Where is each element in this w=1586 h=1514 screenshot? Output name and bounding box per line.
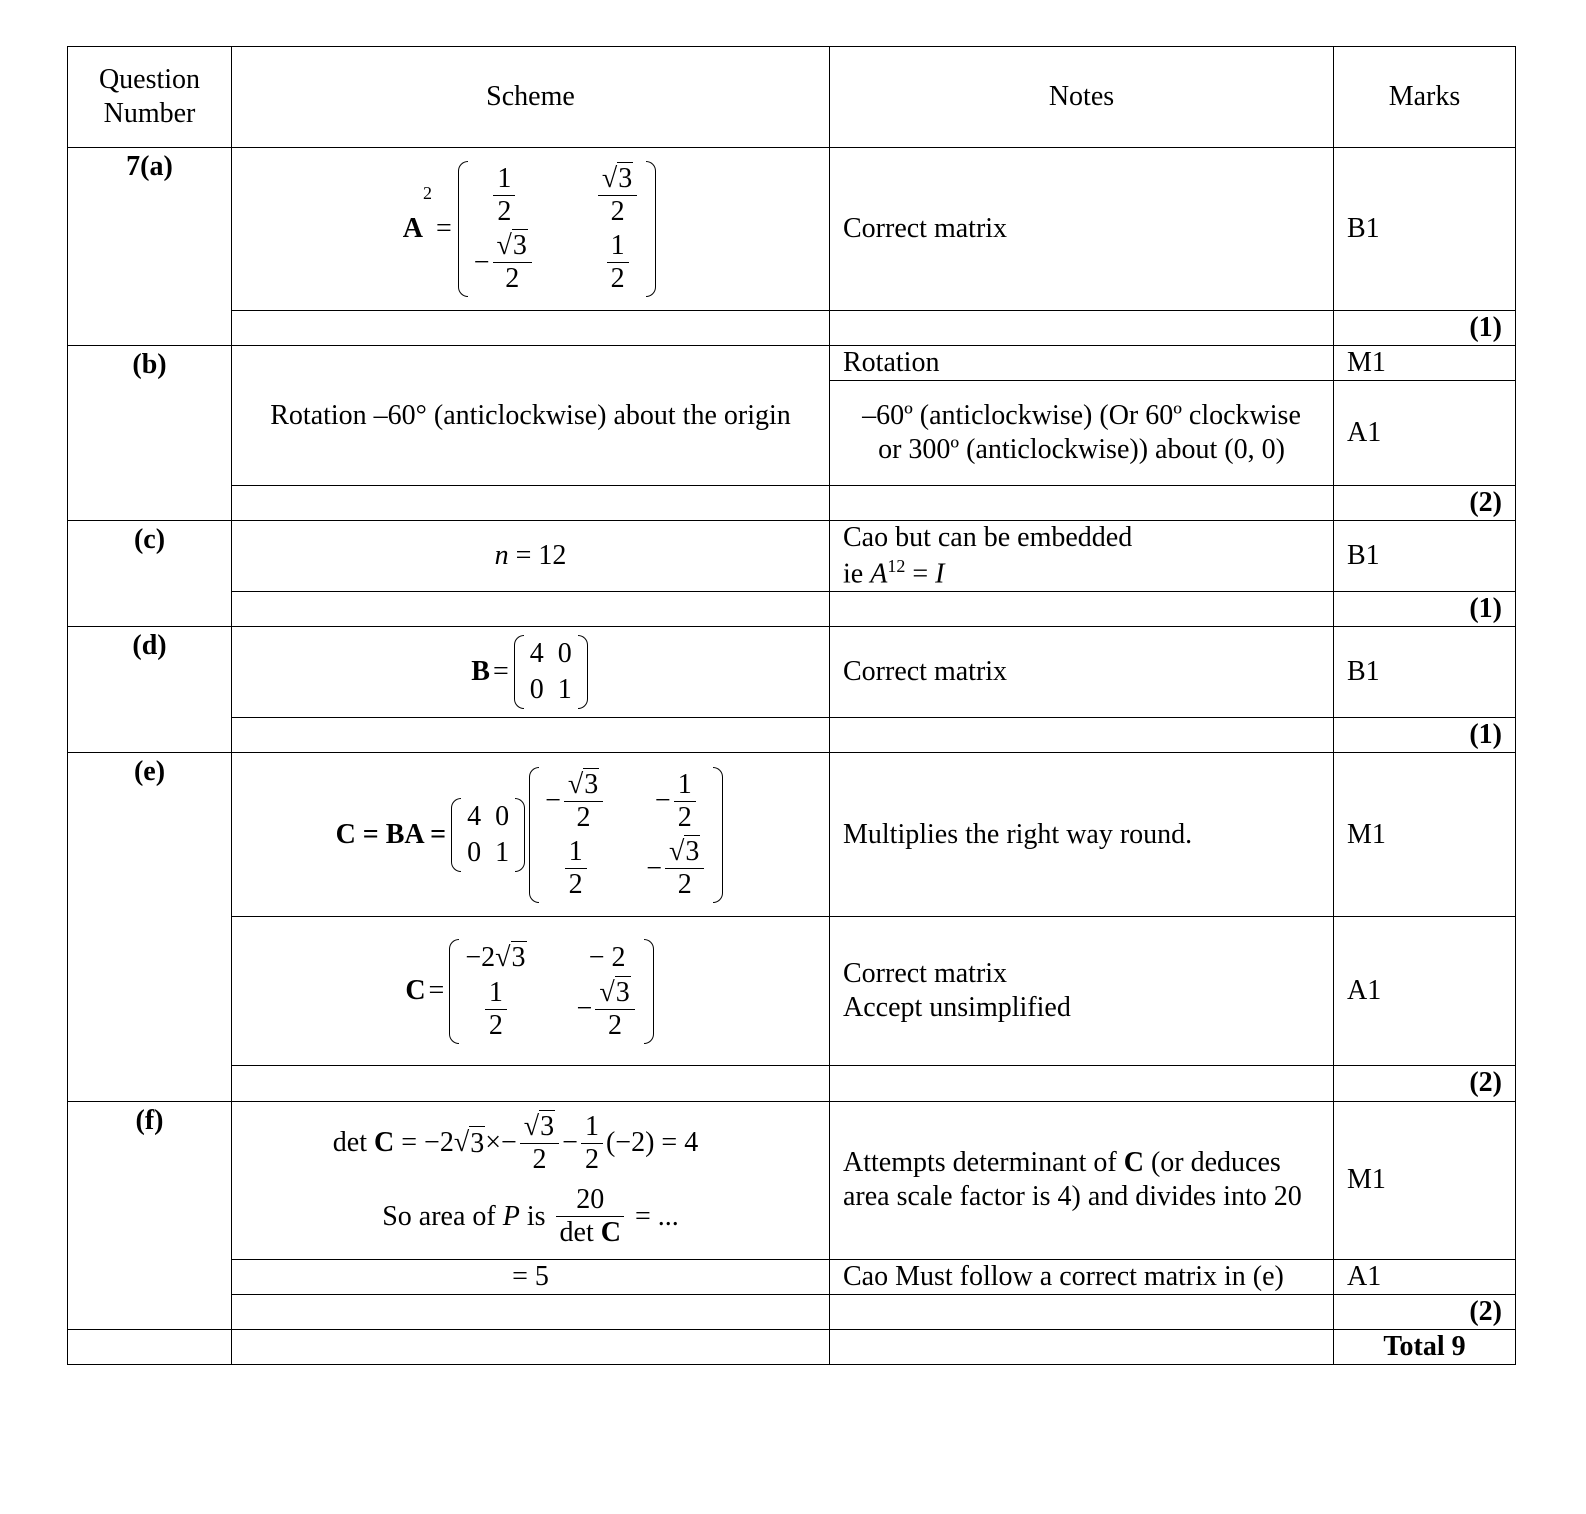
row-f-1 [68,1101,1516,1259]
matrix-A-symbol: A [402,212,423,244]
cell-r1c1: − $\frac{√3}{2}$ [545,769,606,834]
subtotal-f: (2) [1334,1294,1516,1329]
scheme-e-2 [232,917,830,1066]
question-label-a: 7(a) [68,148,232,346]
lhs-C-BA: C = BA = [335,818,447,850]
matrix-B-factor: 4 0 0 1 [451,798,525,872]
scheme-f-2: = 5 [232,1259,830,1294]
cell-r1c2: 0 [557,638,572,670]
subtotal-a: (1) [1334,311,1516,346]
subtotal-row-f [68,1294,1516,1329]
subtotal-row-a [68,311,1516,346]
equation-e-1 [336,767,726,904]
subtotal-d: (1) [1334,718,1516,753]
mark-f-1: M1 [1334,1101,1516,1259]
det-equation: det C = −2 √ 3 ×− $\frac{√3}{2}$ − $\frac{1}{2}$ (−2) = 4 [332,1110,699,1175]
cell-r2c2: $\frac{1}{2}$ [607,230,629,295]
note-c [830,521,1334,592]
note-f-1-line2: area scale factor is 4) and divides into 20 [843,1181,1302,1213]
note-f-1 [830,1101,1334,1259]
equals-sign: = [492,656,509,688]
scheme-e-1 [232,753,830,917]
row-c [68,521,1516,592]
matrix-A-squared [458,161,657,298]
row-e-1 [68,753,1516,917]
cell-r1c2: − 2 [588,941,626,973]
mark-d: B1 [1334,627,1516,718]
total-row [68,1329,1516,1364]
note-e-2-line1: Correct matrix [843,958,1008,990]
row-e-2 [68,917,1516,1066]
note-f-2: Cao Must follow a correct matrix in (e) [830,1259,1334,1294]
total-marks: Total 9 [1334,1329,1516,1364]
cell-r2c1: 0 [529,674,544,706]
subtotal-row-e [68,1066,1516,1101]
scheme-c-value: = 12 [508,540,567,572]
scheme-a [232,148,830,311]
question-label-e: (e) [68,753,232,1101]
cell-r1c1: −2√3 [465,941,526,973]
matrix-C [449,939,653,1045]
matrix-B-symbol: B [471,656,490,688]
matrix-C-symbol: C [405,975,426,1007]
mark-e-2: A1 [1334,917,1516,1066]
mark-scheme-table [67,46,1516,1365]
matrix-B [514,635,588,709]
row-b-1 [68,346,1516,381]
subtotal-row-c [68,592,1516,627]
note-b-2-line2: or 300º (anticlockwise)) about (0, 0) [878,434,1285,466]
header-row [68,47,1516,148]
question-label-f: (f) [68,1101,232,1329]
note-b-1: Rotation [830,346,1334,381]
mark-b-2: A1 [1334,381,1516,486]
note-f-1-line1: Attempts determinant of C (or deduces [843,1146,1281,1178]
equation-e-2 [405,939,655,1045]
var-n: n [494,540,509,572]
question-label-b: (b) [68,346,232,521]
note-b-2 [830,381,1334,486]
mark-e-1: M1 [1334,753,1516,917]
subtotal-b: (2) [1334,486,1516,521]
note-e-2 [830,917,1334,1066]
cell-r1c2: − $\frac{1}{2}$ [655,769,699,834]
cell-r2c2: − $\frac{√3}{2}$ [646,836,707,901]
area-equation: So area of P is $\frac{20}{\text{det C}}$ = ... [382,1184,679,1249]
question-label-d: (d) [68,627,232,753]
equation-d [471,635,589,709]
power-2: 2 [422,182,432,203]
header-question-number: Question Number [68,47,232,148]
cell-r2c2: 1 [557,674,572,706]
header-marks: Marks [1334,47,1516,148]
question-label-c: (c) [68,521,232,627]
note-c-line1: Cao but can be embedded [843,522,1133,554]
cell-r1c1: $\frac{1}{2}$ [493,163,515,228]
cell-r2c1: $\frac{1}{2}$ [565,836,587,901]
note-e-1: Multiplies the right way round. [830,753,1334,917]
header-scheme: Scheme [232,47,830,148]
subtotal-e: (2) [1334,1066,1516,1101]
note-b-2-line1: –60º (anticlockwise) (Or 60º clockwise [862,400,1301,432]
header-notes: Notes [830,47,1334,148]
subtotal-c: (1) [1334,592,1516,627]
equals-sign: = [435,212,452,244]
row-a [68,148,1516,311]
mark-b-1: M1 [1334,346,1516,381]
cell-r1c2: $\frac{√3}{2}$ [598,163,637,228]
equation-a [403,161,659,298]
subtotal-row-b [68,486,1516,521]
scheme-b: Rotation –60° (anticlockwise) about the origin [232,346,830,486]
cell-r2c2: − $\frac{√3}{2}$ [577,977,638,1042]
mark-c: B1 [1334,521,1516,592]
scheme-d [232,627,830,718]
note-a: Correct matrix [830,148,1334,311]
scheme-f-1 [232,1101,830,1259]
cell-r2c1: − $\frac{√3}{2}$ [474,230,535,295]
mark-a: B1 [1334,148,1516,311]
matrix-A-factor [529,767,723,904]
subtotal-row-d [68,718,1516,753]
note-e-2-line2: Accept unsimplified [843,992,1071,1024]
note-d: Correct matrix [830,627,1334,718]
mark-f-2: A1 [1334,1259,1516,1294]
cell-r1c1: 4 [529,638,544,670]
cell-r2c1: $\frac{1}{2}$ [485,977,507,1042]
row-d [68,627,1516,718]
scheme-c [232,521,830,592]
row-f-2 [68,1259,1516,1294]
equals-sign: = [428,975,445,1007]
note-c-line2: ie $A^{12} = I$ [843,555,945,589]
